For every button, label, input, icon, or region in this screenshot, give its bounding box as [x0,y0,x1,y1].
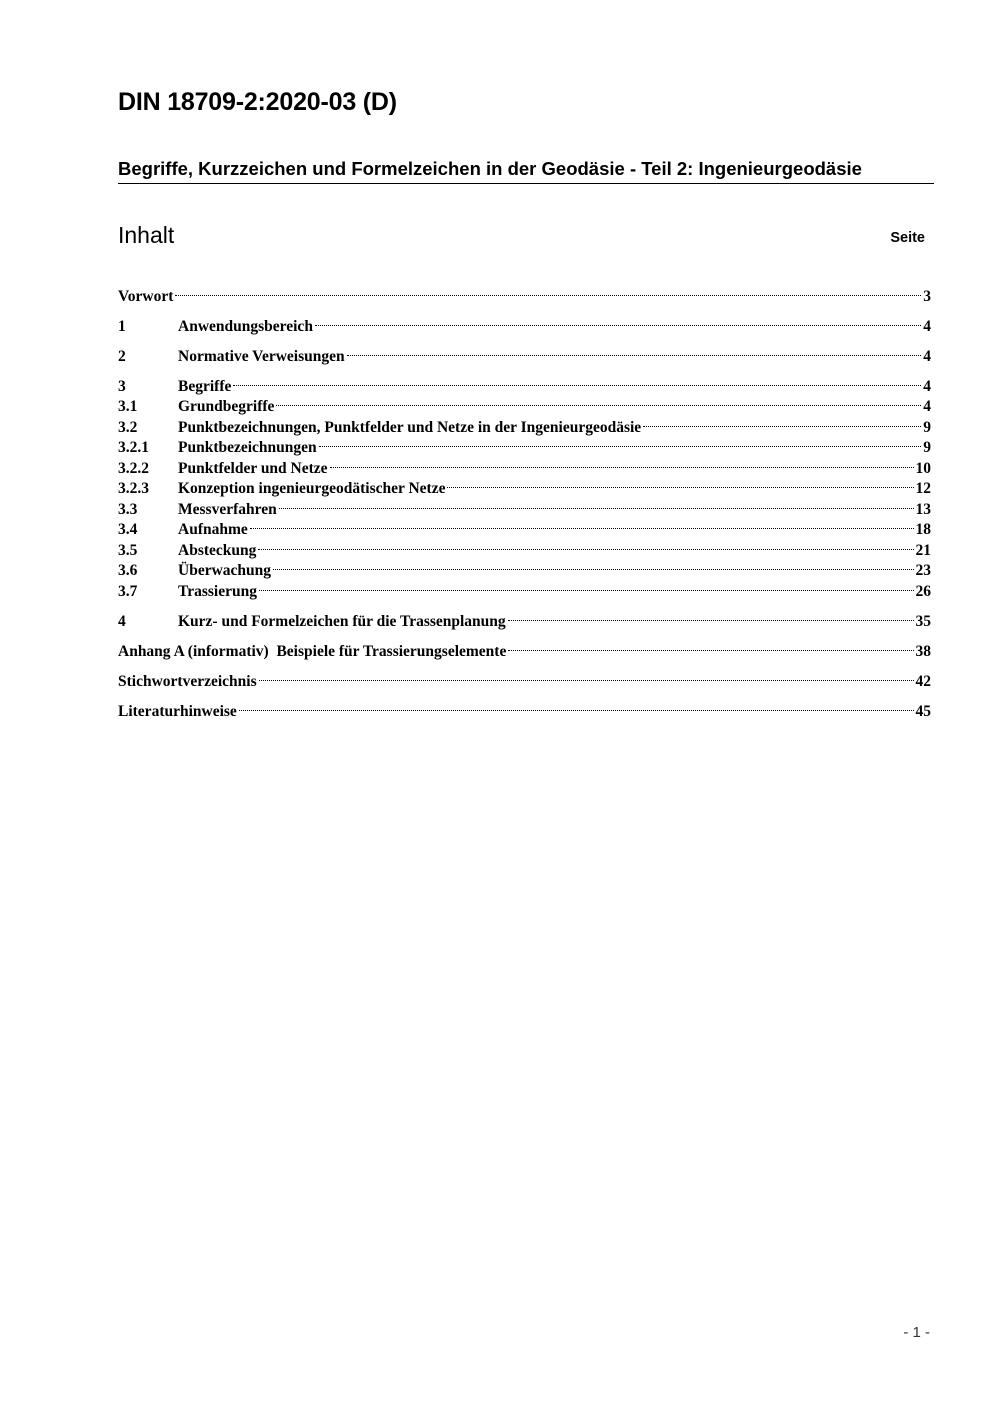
toc-leader-dots [258,534,913,555]
toc-entry-number: 3.2.1 [118,439,149,456]
toc-entry-title: Absteckung [178,541,257,559]
toc-entry-number: 3.7 [118,582,138,600]
toc-entry-title: Überwachung [178,562,272,579]
toc-leader-dots [315,310,921,331]
toc-entry-number: 3.3 [118,500,138,518]
toc-entry-number: 3.2.2 [118,459,149,477]
toc-entry-title: Literaturhinweise [118,702,237,720]
toc-entry-3[interactable] [118,370,931,395]
toc-entry-page: 45 [915,702,931,720]
toc-entry-title: Punktbezeichnungen, Punktfelder und Netze in der Ingenieurgeodäsie [178,418,642,436]
toc-entry-page: 35 [915,612,931,630]
document-id: DIN 18709-2:2020-03 (D) [118,88,397,116]
toc-entry-number: 3.5 [118,541,138,559]
toc-leader-dots [239,695,914,716]
toc-entry-4[interactable] [118,605,931,630]
toc-entry-page: 10 [915,459,931,477]
toc-entry-title: Stichwortverzeichnis [118,672,257,690]
toc-entry-title: Normative Verweisungen [178,347,345,365]
toc-leader-dots [347,340,922,361]
toc-entry-page: 42 [915,672,931,690]
toc-entry-page: 21 [915,541,931,559]
toc-entry-page: 4 [923,317,931,335]
table-of-contents [118,280,931,720]
toc-entry-title: Trassierung [178,582,257,600]
toc-entry-number: 2 [118,347,126,365]
document-subtitle: Begriffe, Kurzzeichen und Formelzeichen in der Geodäsie - Teil 2: Ingenieurgeodäsie [118,158,934,184]
toc-entry-page: 38 [915,642,931,660]
toc-entry-title: Begriffe [178,377,232,395]
toc-entry-number: 4 [118,612,126,630]
toc-page-column-label: Seite [890,230,925,246]
toc-leader-dots [276,391,921,412]
toc-entry-number: 3.2 [118,418,138,436]
toc-leader-dots [508,635,913,656]
toc-entry-number: 3.2.3 [118,480,149,497]
toc-entry-literaturhinweise[interactable] [118,695,931,720]
toc-entry-vorwort[interactable] [118,280,931,305]
toc-entry-page: 4 [923,398,931,415]
toc-entry-page: 4 [923,347,931,365]
toc-entry-stichwortverzeichnis[interactable] [118,665,931,690]
toc-entry-page: 12 [915,480,931,497]
toc-entry-title: Grundbegriffe [178,398,275,415]
toc-entry-page: 23 [915,562,931,579]
toc-entry-title: Kurz- und Formelzeichen für die Trassenplanung [178,612,506,630]
toc-leader-dots [175,280,921,301]
toc-entry-1[interactable] [118,310,931,335]
toc-entry-title: Konzeption ingenieurgeodätischer Netze [178,480,446,497]
toc-entry-title: Aufnahme [178,521,248,538]
toc-leader-dots [233,370,921,391]
toc-leader-dots [643,411,921,432]
toc-entry-3-1[interactable] [118,391,931,415]
toc-entry-page: 9 [923,418,931,436]
toc-entry-number: 3.4 [118,521,138,538]
toc-entry-number: 3.1 [118,398,138,415]
toc-leader-dots [273,555,913,576]
toc-entry-page: 3 [923,287,931,305]
toc-entry-page: 18 [915,521,931,538]
toc-entry-page: 4 [923,377,931,395]
toc-entry-title: Anhang A (informativ) Beispiele für Trassierungselemente [118,642,507,660]
toc-entry-page: 13 [915,500,931,518]
toc-heading: Inhalt [118,222,175,248]
toc-leader-dots [250,514,914,535]
toc-entry-title: Punktbezeichnungen [178,439,317,456]
toc-leader-dots [330,452,914,473]
toc-entry-number: 1 [118,317,126,335]
toc-entry-number: 3 [118,377,126,395]
toc-entry-page: 26 [915,582,931,600]
toc-entry-page: 9 [923,439,931,456]
toc-leader-dots [259,665,914,686]
toc-leader-dots [447,473,913,494]
toc-leader-dots [259,575,914,596]
toc-entry-title: Anwendungsbereich [178,317,313,335]
toc-entry-number: 3.6 [118,562,138,579]
toc-leader-dots [319,432,922,453]
toc-entry-title: Punktfelder und Netze [178,459,328,477]
toc-leader-dots [279,493,914,514]
toc-entry-title: Messverfahren [178,500,277,518]
toc-leader-dots [508,605,914,626]
toc-entry-title: Vorwort [118,287,174,305]
toc-entry-2[interactable] [118,340,931,365]
page-number: - 1 - [903,1324,930,1341]
toc-entry-anhang-a[interactable] [118,635,931,660]
